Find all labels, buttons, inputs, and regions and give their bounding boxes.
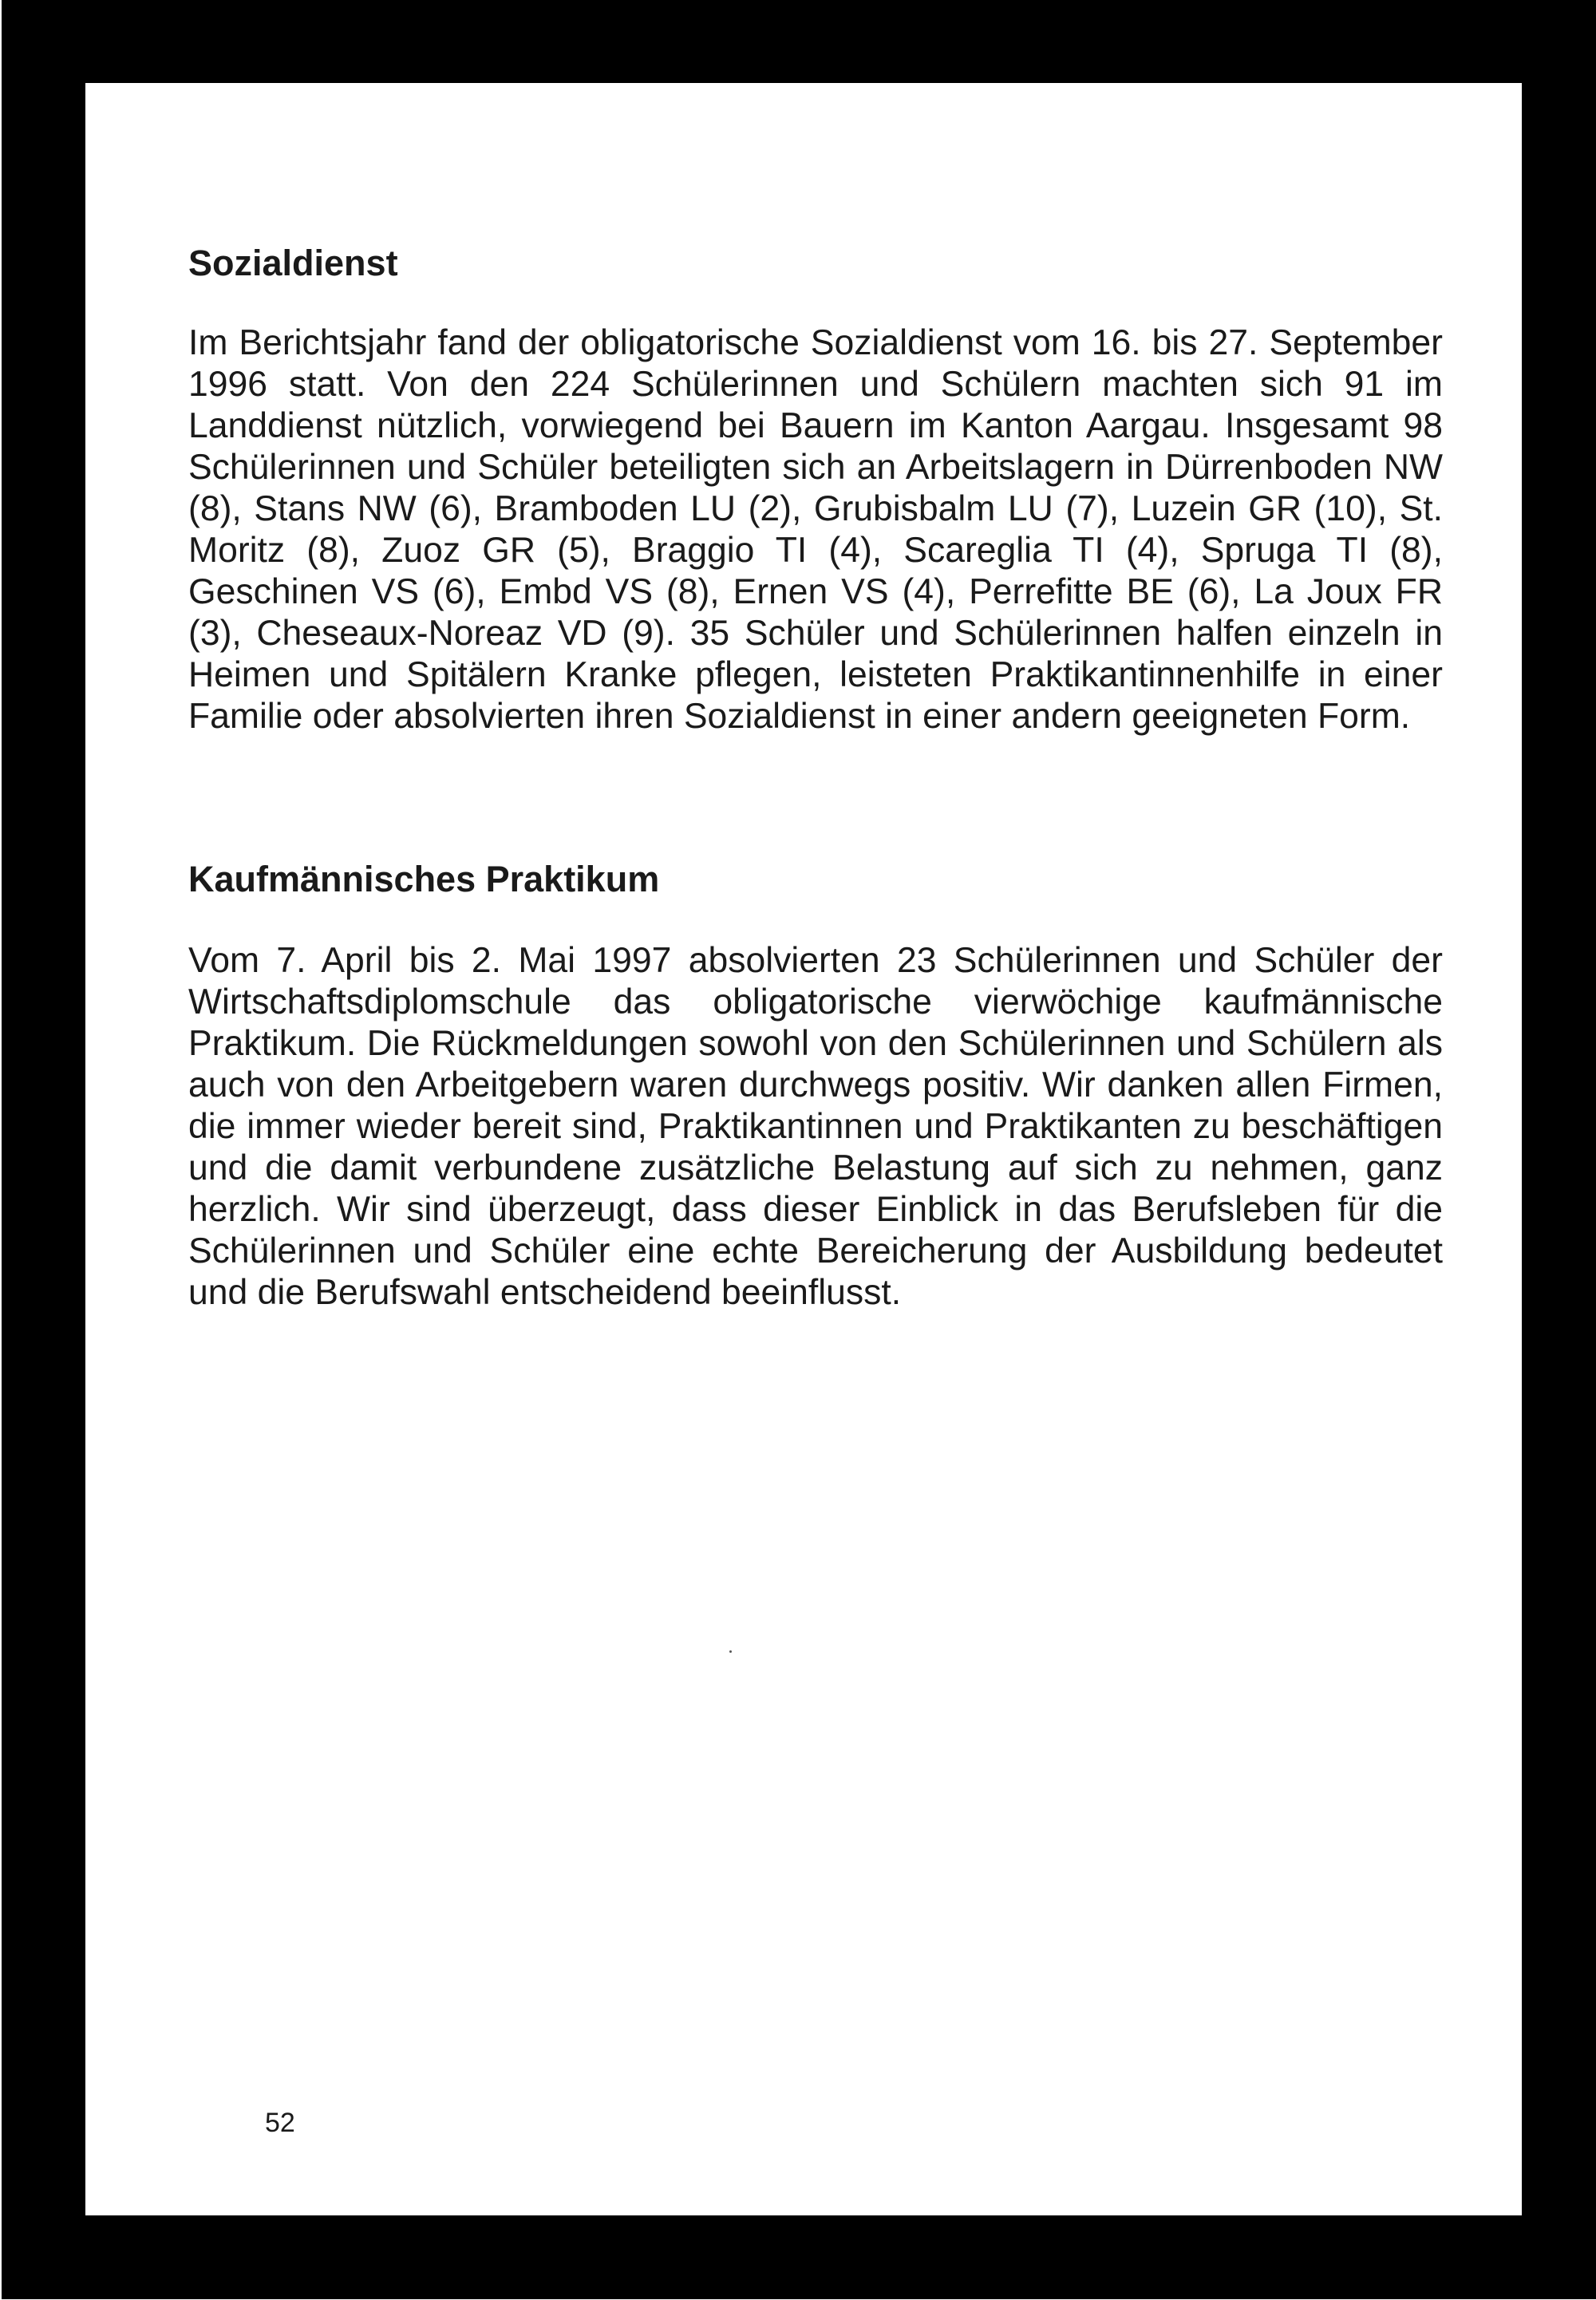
page-number: 52 — [265, 2108, 295, 2138]
section-body-kaufmaennisches-praktikum: Vom 7. April bis 2. Mai 1997 absolvierten 23 Schülerinnen und Schüler der Wirtschaftsdiplomschule das obligatorische vierwöchige kaufmännische Praktikum. Die Rückmeldungen sowohl von den Schülerinnen und Schülern als auch von den Arbeitgebern waren durchwegs positiv. Wir danken allen Firmen, die immer wieder bereit sind, Praktikantinnen und Praktikanten zu beschäftigen und die damit verbundene zusätzliche Belastung auf sich zu nehmen, ganz herzlich. Wir sind überzeugt, dass dieser Einblick in das Berufsleben für die Schülerinnen und Schüler eine echte Bereicherung der Ausbildung bedeutet und die Berufswahl entscheidend beeinflusst. — [188, 941, 1443, 1312]
scan-speck — [729, 1650, 732, 1653]
section-body-sozialdienst: Im Berichtsjahr fand der obligatorische Sozialdienst vom 16. bis 27. September 1996 statt. Von den 224 Schülerinnen und Schülern machten sich 91 im Landdienst nützlich, vorwiegend bei Bauern im Kanton Aargau. Insgesamt 98 Schülerinnen und Schüler beteiligten sich an Arbeitslagern in Dürrenboden NW (8), Stans NW (6), Bramboden LU (2), Grubisbalm LU (7), Luzein GR (10), St. Moritz (8), Zuoz GR (5), Braggio TI (4), Scareglia TI (4), Spruga TI (8), Geschinen VS (6), Embd VS (8), Ernen VS (4), Perrefitte BE (6), La Joux FR (3), Cheseaux-Noreaz VD (9). 35 Schüler und Schülerinnen halfen einzeln in Heimen und Spitälern Kranke pflegen, leisteten Praktikantinnenhilfe in einer Familie oder absolvierten ihren Sozialdienst in einer andern geeigneten Form. — [188, 323, 1443, 736]
section-heading-sozialdienst: Sozialdienst — [188, 243, 398, 283]
section-heading-kaufmaennisches-praktikum: Kaufmännisches Praktikum — [188, 859, 660, 899]
